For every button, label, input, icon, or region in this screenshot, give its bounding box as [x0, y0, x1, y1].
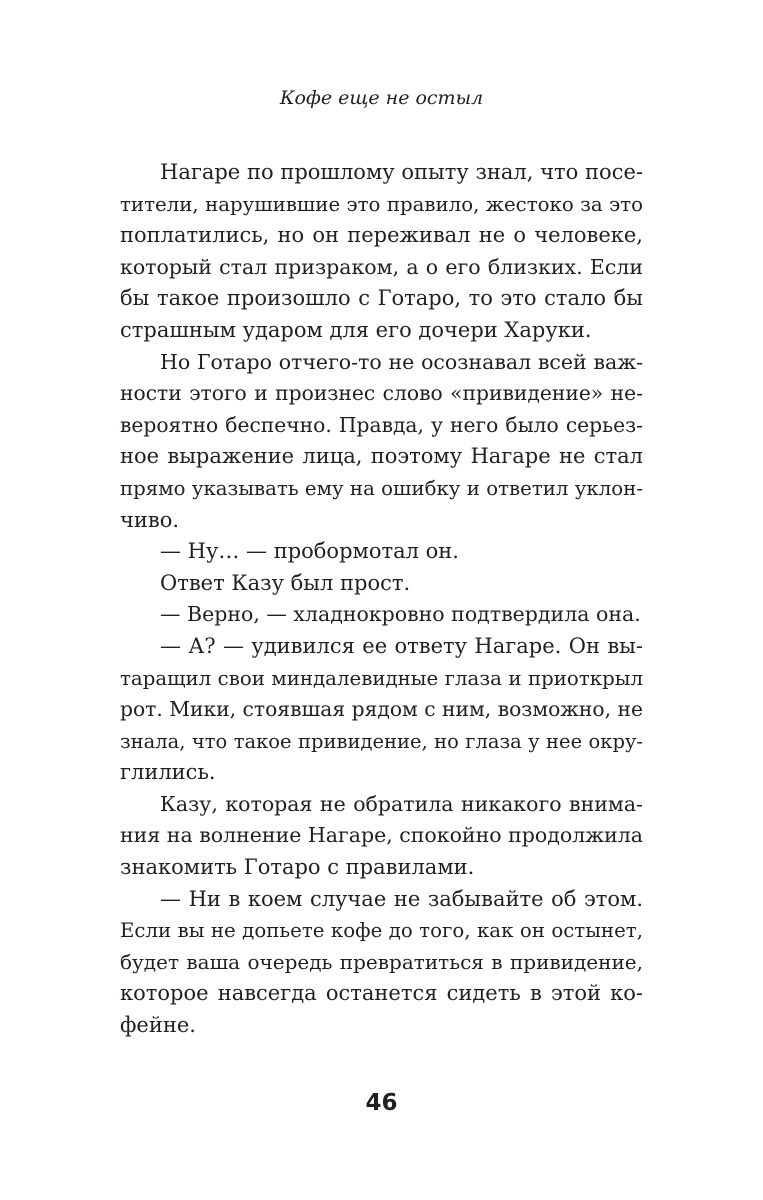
- text-line: страшным ударом для его дочери Харуки.: [120, 317, 592, 342]
- text-line: бы такое произошло с Готаро, то это стало бы: [120, 286, 643, 311]
- text-line: глились.: [120, 760, 216, 785]
- text-line: Если вы не допьете кофе до того, как он остынет,: [120, 919, 643, 943]
- text-line: прямо указывать ему на ошибку и ответил уклон-: [120, 476, 643, 500]
- text-line: ния на волнение Нагаре, спокойно продолжила: [120, 823, 643, 848]
- text-line: который стал призраком, а о его близких. Если: [120, 254, 643, 279]
- body-text: [120, 157, 643, 1042]
- text-line: чиво.: [120, 507, 180, 532]
- text-line: вероятно беспечно. Правда, у него было серьез-: [120, 412, 643, 437]
- text-line: — Ни в коем случае не забывайте об этом.: [160, 886, 643, 911]
- text-line: фейне.: [120, 1013, 196, 1038]
- text-line: тители, нарушившие это правило, жестоко за это: [120, 192, 643, 216]
- text-line: — А? — удивился ее ответу Нагаре. Он вы-: [160, 633, 643, 658]
- text-line: поплатились, но он переживал не о человеке,: [120, 223, 643, 248]
- text-line: — Верно, — хладнокровно подтвердила она.: [160, 602, 641, 627]
- text-line: Нагаре по прошлому опыту знал, что посе-: [160, 160, 643, 184]
- text-line: Но Готаро отчего-то не осознавал всей важ-: [160, 349, 643, 374]
- text-line: будет ваша очередь превратиться в привидение,: [120, 949, 643, 974]
- page-number: 46: [365, 1090, 398, 1116]
- text-line: которое навсегда останется сидеть в этой ко-: [120, 981, 643, 1006]
- text-line: знала, что такое привидение, но глаза у нее окру-: [120, 729, 643, 753]
- text-line: Ответ Казу был прост.: [160, 570, 411, 595]
- text-line: — Ну… — пробормотал он.: [160, 539, 459, 564]
- text-line: таращил свои миндалевидные глаза и приоткрыл: [120, 666, 643, 690]
- running-title: Кофе еще не остыл: [279, 87, 484, 109]
- text-line: ности этого и произнес слово «привидение» не-: [120, 381, 643, 406]
- text-line: знакомить Готаро с правилами.: [120, 855, 475, 880]
- text-line: Казу, которая не обратила никакого внима-: [160, 791, 643, 816]
- text-line: рот. Мики, стоявшая рядом с ним, возможно, не: [120, 697, 643, 722]
- text-line: ное выражение лица, поэтому Нагаре не стал: [120, 444, 643, 469]
